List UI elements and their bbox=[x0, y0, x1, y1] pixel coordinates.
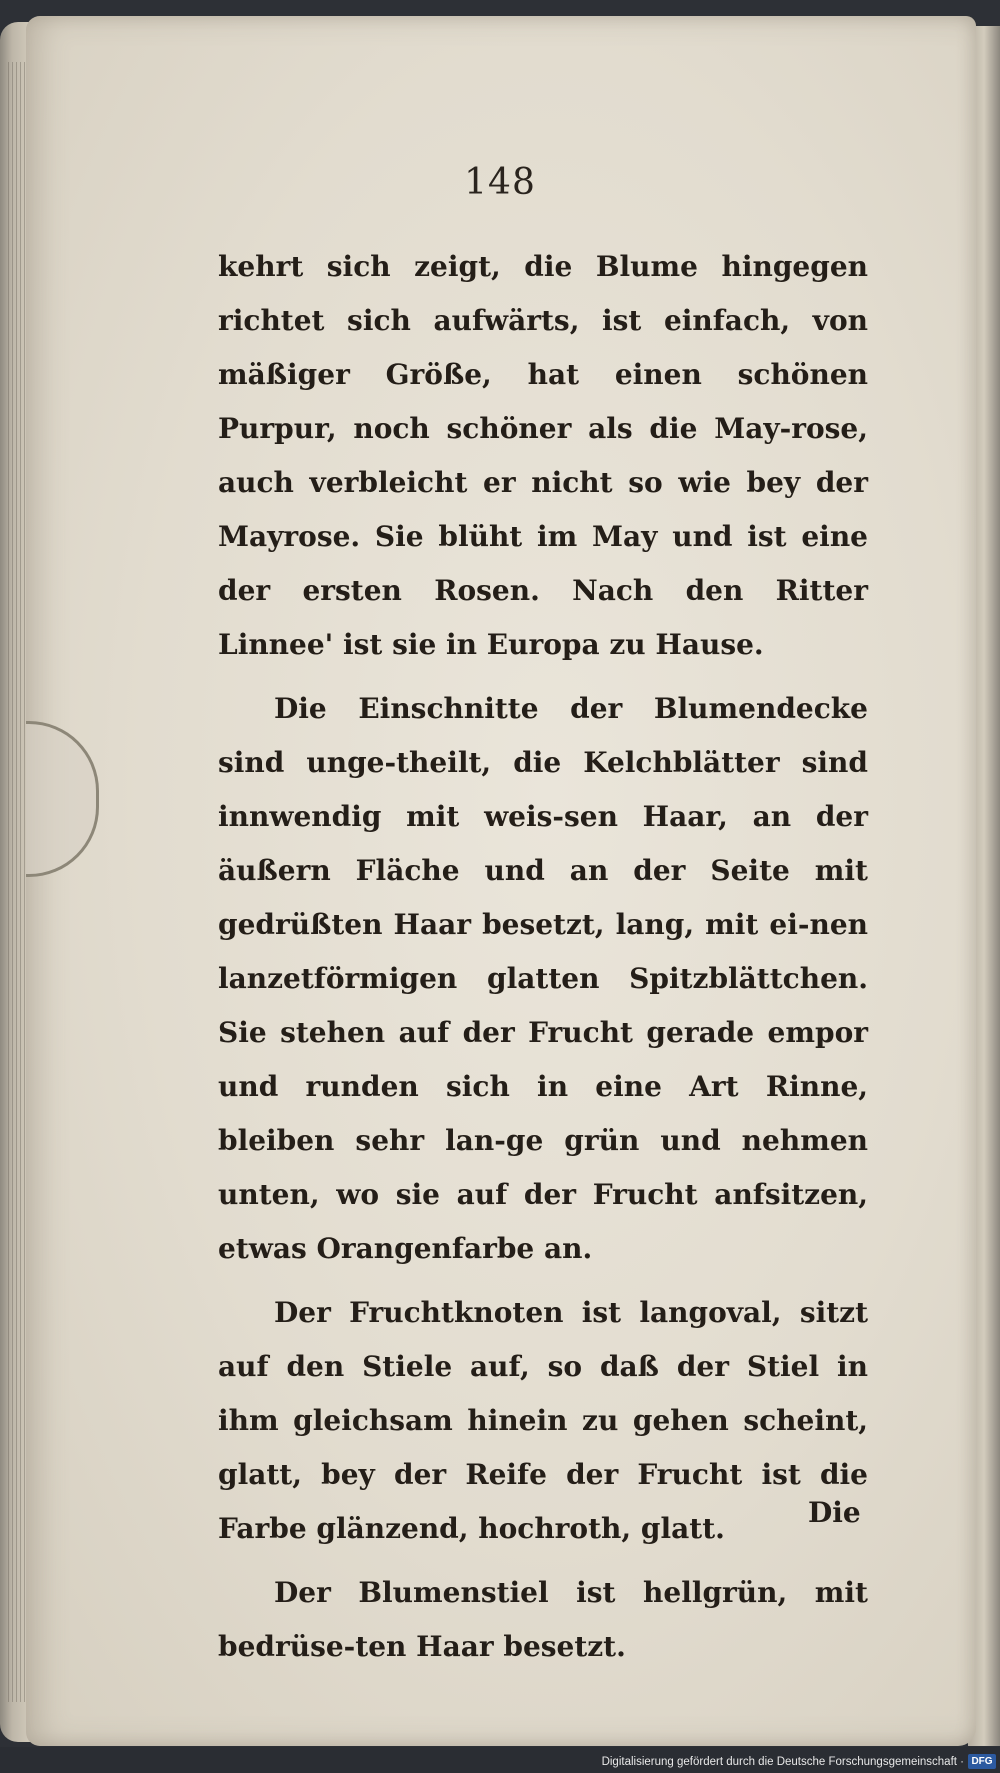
bookmark-tab bbox=[26, 721, 99, 877]
page-number: 148 bbox=[464, 162, 536, 203]
paragraph-3: Der Fruchtknoten ist langoval, sitzt auf den Stiele auf, so daß der Stiel in ihm gleichsam hinein zu gehen scheint, glatt, bey der Reife der Frucht ist die Farbe glänzend, hochroth, glatt. bbox=[218, 1296, 868, 1545]
body-text bbox=[218, 240, 868, 1684]
paragraph-1: kehrt sich zeigt, die Blume hingegen richtet sich aufwärts, ist einfach, von mäßiger Größe, hat einen schönen Purpur, noch schöner als die May-rose, auch verbleicht er nicht so wie bey der Mayrose. Sie blüht im May und ist eine der ersten Rosen. Nach den Ritter Linnee' ist sie in Europa zu Hause. bbox=[218, 250, 868, 661]
paragraph-2: Die Einschnitte der Blumendecke sind unge-theilt, die Kelchblätter sind innwendig mit weis-sen Haar, an der äußern Fläche und an der Seite mit gedrüßten Haar besetzt, lang, mit ei-nen lanzetförmigen glatten Spitzblättchen. Sie stehen auf der Frucht gerade empor und runden sich in eine Art Rinne, bleiben sehr lan-ge grün und nehmen unten, wo sie auf der Frucht anfsitzen, etwas Orangenfarbe an. bbox=[218, 692, 868, 1265]
paragraph-4: Der Blumenstiel ist hellgrün, mit bedrüse-ten Haar besetzt. bbox=[218, 1576, 868, 1663]
footer-credit: Digitalisierung gefördert durch die Deutsche Forschungsgemeinschaft · bbox=[601, 1756, 964, 1768]
dfg-logo-icon: DFG bbox=[968, 1754, 996, 1769]
footer-bar bbox=[0, 1747, 1000, 1773]
catchword: Die bbox=[808, 1496, 861, 1529]
